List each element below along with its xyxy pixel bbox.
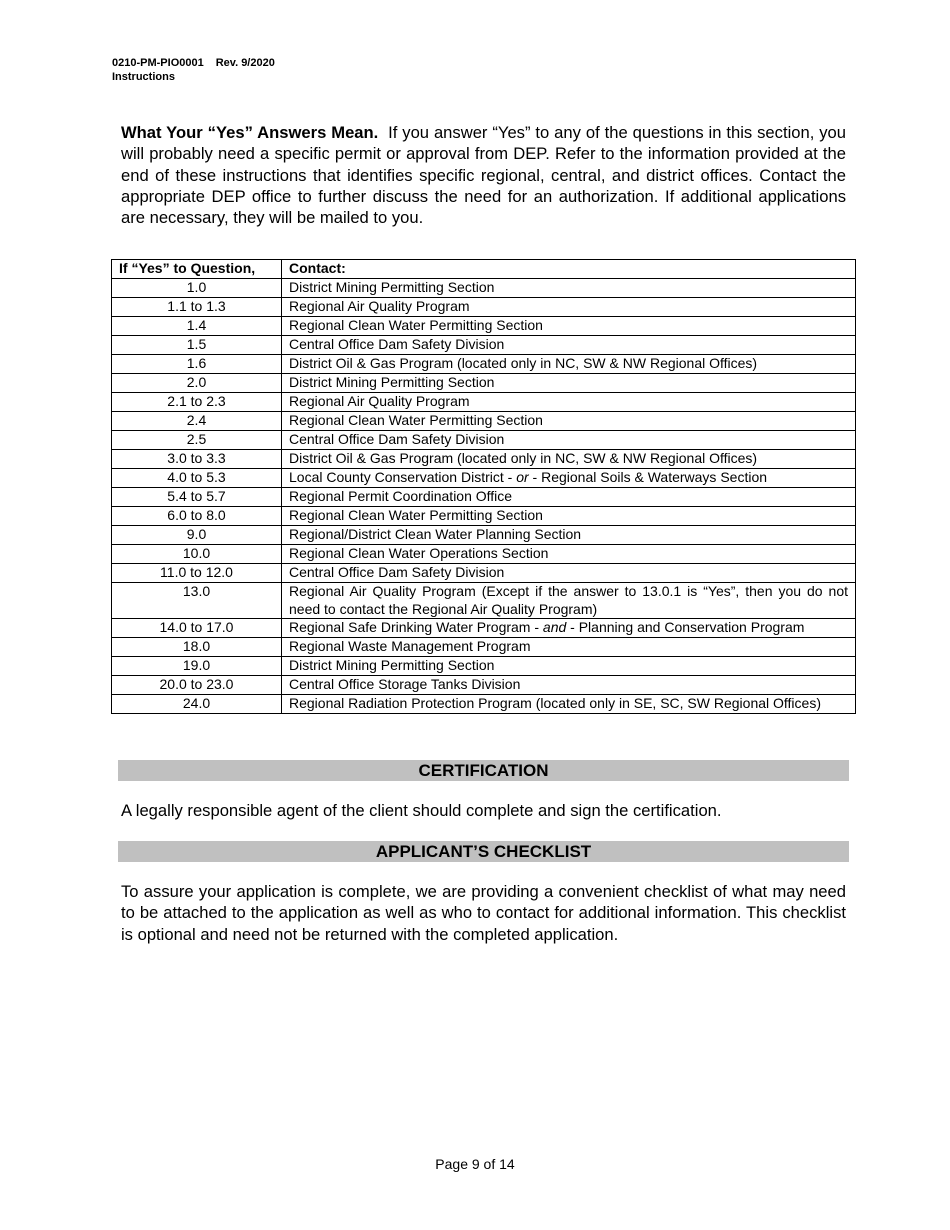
certification-text: A legally responsible agent of the client should complete and sign the certification. [121, 801, 722, 820]
question-cell: 9.0 [112, 526, 282, 545]
intro-lead: What Your “Yes” Answers Mean. [121, 123, 379, 142]
contact-text: Regional Safe Drinking Water Program - [289, 619, 543, 635]
question-cell: 10.0 [112, 545, 282, 564]
contact-cell: District Mining Permitting Section [282, 374, 856, 393]
contact-cell: District Mining Permitting Section [282, 279, 856, 298]
contact-cell: Regional Clean Water Permitting Section [282, 507, 856, 526]
contact-cell [282, 469, 856, 488]
table-row [112, 676, 856, 695]
contact-cell: District Mining Permitting Section [282, 657, 856, 676]
question-cell: 1.4 [112, 317, 282, 336]
table-row [112, 638, 856, 657]
question-cell: 2.5 [112, 431, 282, 450]
contact-cell: Regional Clean Water Operations Section [282, 545, 856, 564]
table-row [112, 564, 856, 583]
question-cell: 13.0 [112, 583, 282, 619]
checklist-text: To assure your application is complete, we are providing a convenient checklist of what may need to be attached to the application as well as who to contact for additional information. This checklist is optional and need not be returned with the completed application. [121, 882, 846, 944]
table-row [112, 298, 856, 317]
table-row [112, 374, 856, 393]
question-cell: 3.0 to 3.3 [112, 450, 282, 469]
contact-cell: District Oil & Gas Program (located only in NC, SW & NW Regional Offices) [282, 450, 856, 469]
table-row [112, 545, 856, 564]
question-cell: 19.0 [112, 657, 282, 676]
contact-cell: Regional Clean Water Permitting Section [282, 317, 856, 336]
table-row [112, 450, 856, 469]
question-cell: 24.0 [112, 695, 282, 714]
question-cell: 2.4 [112, 412, 282, 431]
table-row [112, 336, 856, 355]
contact-cell: Regional Air Quality Program [282, 393, 856, 412]
question-cell: 5.4 to 5.7 [112, 488, 282, 507]
contact-emphasis: and [542, 619, 567, 635]
table-row [112, 469, 856, 488]
table-row [112, 657, 856, 676]
contact-text: - Regional Soils & Waterways Section [528, 469, 768, 485]
contact-cell: District Oil & Gas Program (located only in NC, SW & NW Regional Offices) [282, 355, 856, 374]
table-row [112, 393, 856, 412]
table-header-row [112, 260, 856, 279]
contact-cell: Regional Radiation Protection Program (located only in SE, SC, SW Regional Offices) [282, 695, 856, 714]
doc-id: 0210-PM-PIO0001 [112, 57, 204, 69]
contact-text: - Planning and Conservation Program [566, 619, 805, 635]
contact-cell: Regional Permit Coordination Office [282, 488, 856, 507]
table-row [112, 619, 856, 638]
question-cell: 14.0 to 17.0 [112, 619, 282, 638]
contact-cell: Regional Air Quality Program (Except if the answer to 13.0.1 is “Yes”, then you do not need to contact the Regional Air Quality Program) [282, 583, 856, 619]
table-row [112, 279, 856, 298]
contact-cell: Regional Clean Water Permitting Section [282, 412, 856, 431]
contacts-table [111, 259, 856, 714]
page-number: Page 9 of 14 [435, 1156, 515, 1172]
question-cell: 1.5 [112, 336, 282, 355]
intro-body: If you answer “Yes” to any of the questions in this section, you will probably need a specific permit or approval from DEP. Refer to the information provided at the end of these instructions that identifies specific regional, central, and district offices. Contact the appropriate DEP office to further discuss the need for an authorization. If additional applications are necessary, they will be mailed to you. [121, 123, 846, 228]
table-row [112, 507, 856, 526]
intro-paragraph [121, 122, 846, 228]
contact-column-header: Contact: [282, 260, 856, 279]
contact-emphasis: or [516, 469, 529, 485]
doc-subtitle: Instructions [112, 71, 175, 83]
table-row [112, 317, 856, 336]
table-row [112, 583, 856, 619]
contact-cell: Central Office Dam Safety Division [282, 336, 856, 355]
contact-cell: Regional/District Clean Water Planning Section [282, 526, 856, 545]
question-cell: 2.0 [112, 374, 282, 393]
contact-cell: Central Office Dam Safety Division [282, 564, 856, 583]
document-header [112, 56, 275, 84]
checklist-heading: APPLICANT’S CHECKLIST [118, 841, 849, 862]
table-row [112, 488, 856, 507]
question-cell: 6.0 to 8.0 [112, 507, 282, 526]
contact-cell: Central Office Dam Safety Division [282, 431, 856, 450]
question-cell: 18.0 [112, 638, 282, 657]
certification-heading: CERTIFICATION [118, 760, 849, 781]
question-cell: 20.0 to 23.0 [112, 676, 282, 695]
question-cell: 11.0 to 12.0 [112, 564, 282, 583]
contact-text: Local County Conservation District - [289, 469, 517, 485]
table-row [112, 412, 856, 431]
contact-cell [282, 619, 856, 638]
table-row [112, 695, 856, 714]
doc-id-line [112, 56, 275, 70]
table-row [112, 431, 856, 450]
question-cell: 2.1 to 2.3 [112, 393, 282, 412]
question-cell: 4.0 to 5.3 [112, 469, 282, 488]
table-row [112, 355, 856, 374]
question-cell: 1.1 to 1.3 [112, 298, 282, 317]
contact-cell: Regional Waste Management Program [282, 638, 856, 657]
doc-revision: Rev. 9/2020 [215, 57, 275, 69]
contact-cell: Central Office Storage Tanks Division [282, 676, 856, 695]
question-column-header: If “Yes” to Question, [112, 260, 282, 279]
question-cell: 1.6 [112, 355, 282, 374]
question-cell: 1.0 [112, 279, 282, 298]
contact-cell: Regional Air Quality Program [282, 298, 856, 317]
table-row [112, 526, 856, 545]
